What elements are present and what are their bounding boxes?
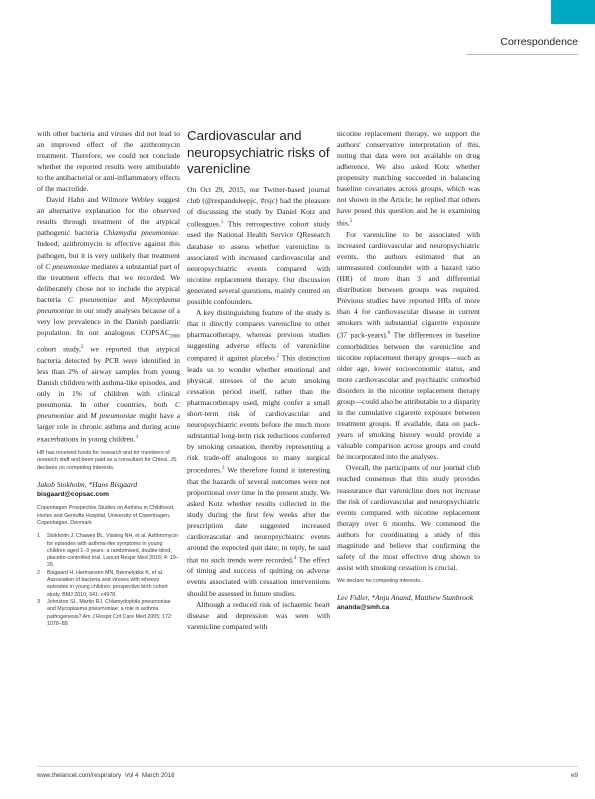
article-title: Cardiovascular and neuropsychiatric risks of varenicline [187,128,330,177]
paragraph: A key distinguishing feature of the study is that it directly compares varenicline to other pharmacotherapy, whereas previous studies suggesting adverse effects of varenicline compared it against placebo.$^2$ This distinction leads us to wonder whether emotional and physical stresses of the acute smoking cessation period itself, rather than the pharmacotherapy used, might confer a small short-term risk of cardiovascular and neuropsychiatric events before the much more substantial long-term risk reductions conferred by smoking cessation, thereby representing a risk trade-off analogous to many surgical procedures.$^3$ We therefore found it interesting that the hazards of several outcomes were not proportional over time in the present study. We asked Kotz whether results collected in the study during the first few weeks after the prescription date suggested increased cardiovascular and neuropsychiatric events around the expected quit date; in reply, he said that no such trends were recorded.$^4$ The effect of timing and success of quitting on adverse events associated with cessation interventions should be assessed in future studies. [187,307,330,598]
author-names: Jakob Stokholm, *Hans Bisgaard [37,480,138,490]
section-title: Correspondence [500,36,578,48]
footer-volume: Vol 4 [124,772,139,779]
paragraph: David Hahn and Wilmore Webley suggest an alternative explanation for the observed results through treatment of the atypical pathogenic bacteria Chlamydia pneumoniae. Indeed, azithromycin is effective against this pathogen, but it is very unlikely that treatment of C pneumoniae mediates a substantial part of the treatment effects that we recorded. We deliberately chose not to include the atypical bacteria C pneumoniae and Mycoplasma pneumoniae in our study analyses because of a very low prevalence in the Danish paediatric population. In our analogous $COPSAC_{2000}$ cohort study,$^2$ we reported that atypical bacteria detected by PCR were identified in less than 2% of airway samples from young Danish children with asthma-like episodes, and only in 1% of children with clinical pneumonia. In other countries, both C pneumoniae and M pneumoniae might have a larger role in chronic asthma and during acute exacerbations in young children.$^3$ [37,195,181,444]
reference-item: 3 Johnston SL, Martin RJ. Chlamydophila pneumoniae and Mycoplasma pneumoniae: a role in asthma pathogenesis? Am J Respir Crit Care Med 2005; 172: 1078–89. [37,598,173,627]
column-1 [37,128,180,628]
competing-interests-note: HB has received funds for research and for members of research staff and been paid as a consultant for Chiesi. JS declares no competing interests. [37,449,177,471]
section-rule [466,54,578,55]
author-email[interactable]: bisgaard@copsac.com [37,491,110,499]
author-affiliation: Copenhagen Prospective Studies on Asthma in Childhood, Herlev and Gentofte Hospital, University of Copenhagen, Copenhagen, Denmark [37,505,175,526]
footer-citation [37,772,175,779]
journal-accent-bar [551,0,595,24]
reference-item: 2 Bisgaard H, Hermansen MN, Bønnelykke K, et al. Association of bacteria and viruses with wheezy episodes in young children: prospective birth cohort study. BMJ 2010; 341: c4978. [37,569,168,598]
author-names: Lee Fidler, *Anju Anand, Matthew Stanbrook [337,593,474,603]
paragraph: with other bacteria and viruses did not lead to an improved effect of the azithromycin treatment. Therefore, we could not conclude whether the reported results were attributable to the antibacterial or anti-inflammatory effects of the macrolide. [37,129,180,194]
competing-interests-note: We declare no competing interests. [337,577,422,584]
accent-bar-fill [551,0,595,24]
footer-date: March 2016 [141,772,175,779]
paragraph: Although a reduced risk of ischaemic heart disease and depression was seen with varenicline compared with [187,599,330,631]
footer-site-link[interactable]: www.thelancet.com/respiratory [37,772,122,779]
reference-list [37,533,180,628]
author-email[interactable]: ananda@smh.ca [337,604,390,612]
paragraph: Overall, the participants of our journal club reached consensus that this study provides reassurance that varenicline does not increase the risk of cardiovascular and neuropsychiatric events compared with nicotine replacement therapy over 6 months. We commend the authors for coordinating a study of this magnitude and believe that confirming the safety of the most effective drug shown to assist with smoking cessation is crucial. [337,463,480,572]
footer-rule [37,766,578,767]
paragraph: For varenicline to be associated with increased cardiovascular and neuropsychiatric events, the authors estimated that an unmeasured confounder with a hazard ratio (HR) of more than 3 and differential distribution between groups was required. Previous studies have reported HRs of more than 4 for cardiovascular disease in current smokers with substantial cigarette exposure (37 pack-years).$^6$ The differences in baseline comorbidities between the varenicline and nicotine replacement therapy groups—such as older age, lower socioeconomic status, and more cardiovascular and psychiatric comorbid disorders in the nicotine replacement therapy group—could also be attributable to a disparity in the cumulative cigarette exposure between treatment groups. If available, data on pack-years of smoking history would provide a valuable comparison across groups and could be incorporated into the analyses. [337,229,481,462]
paragraph: On Oct 29, 2015, our Twitter-based journal club (@respandsleepjc, #rsjc) had the pleasure of discussing the study by Daniel Kotz and colleagues.$^1$ This retrospective cohort study used the National Health Service QResearch database to assess whether varenicline is associated with increased cardiovascular and neuropsychiatric events compared with nicotine replacement therapy. Our discussion generated several questions, mainly centred on possible confounders. [187,184,330,306]
page-number: e9 [571,772,578,779]
paragraph: nicotine replacement therapy, we support the authors' conservative interpretation of this, noting that data were not available on drug adherence. We also asked Kotz whether propensity matching succeeded in balancing baseline covariates across groups, which was not shown in the Article; he replied that others have posed this question and he is examining this.$^5$ [337,129,480,228]
column-2 [187,128,330,632]
column-3 [337,128,480,612]
reference-item: 1 Stokholm J, Chawes BL, Vissing NH, et al. Azithromycin for episodes with asthma-like symptoms in young children aged 1–3 years: a randomised, double-blind, placebo-controlled trial. Lancet Respir Med 2016; 4: 19–26. [37,533,179,569]
